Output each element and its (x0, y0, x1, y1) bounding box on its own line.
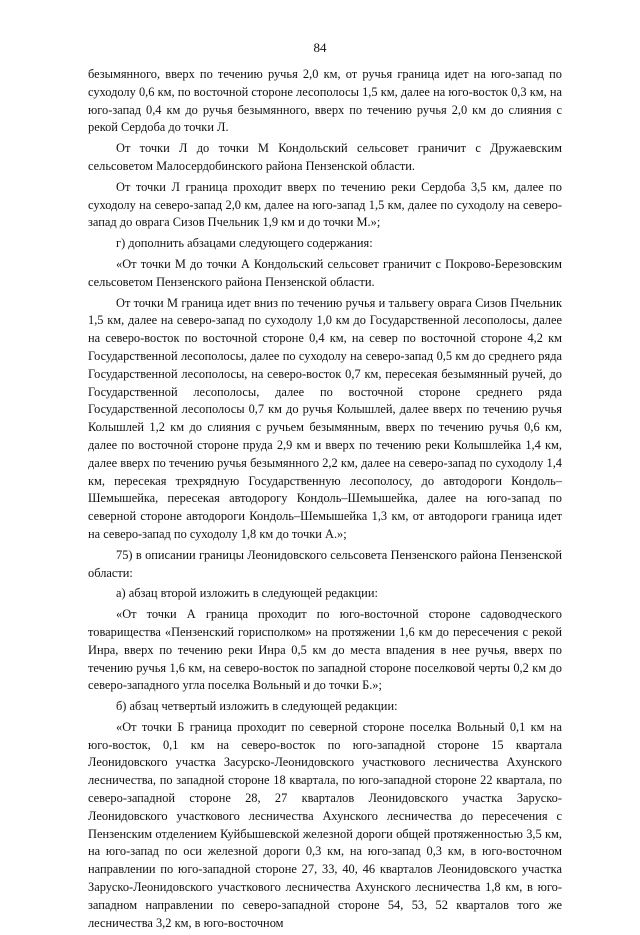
paragraph: От точки Л до точки М Кондольский сельсовет граничит с Дружаевским сельсоветом Малосердобинского района Пензенской области. (88, 141, 562, 173)
page-number: 84 (313, 40, 327, 55)
paragraph: От точки М граница идет вниз по течению ручья и тальвегу оврага Сизов Пчельник 1,5 км, далее на северо-запад по суходолу 1,0 км до Государственной лесополосы, далее на северо-восток по восточной стороне 0,4 км, на север по восточной стороне 4,2 км Государственной лесополосы, далее по суходолу на северо-запад 0,5 км до среднего ряда Государственной лесополосы, на северо-восток 0,7 км, пересекая безымянный ручей, до Государственной лесополосы, далее по восточной стороне среднего ряда Государственной лесополосы 0,7 км до ручья Колышлей, далее вверх по течению ручья Колышлей 1,2 км до слияния с ручьем безымянным, вверх по течению ручья 0,6 км, далее по восточной стороне пруда 2,9 км и вверх по течению реки Колышлейка 1,4 км, далее вверх по течению ручья безымянного 2,2 км, далее на северо-запад по суходолу 1,4 км, пересекая трехрядную Государственную лесополосу, до автодороги Кондоль–Шемышейка, пересекая автодорогу Кондоль–Шемышейка, далее на юго-запад по северной стороне автодороги Кондоль–Шемышейка 1,3 км, от автодороги граница идет на северо-запад по суходолу 1,8 км до точки А.»; (88, 295, 562, 541)
paragraph-item-75: 75) в описании границы Леонидовского сельсовета Пензенского района Пензенской области: (88, 547, 562, 580)
paragraph: «От точки М до точки А Кондольский сельсовет граничит с Покрово-Березовским сельсоветом Пензенского района Пензенской области. (88, 256, 562, 289)
paragraph: «От точки Б граница проходит по северной стороне поселка Вольный 0,1 км на юго-восток, 0,1 км на северо-восток по юго-западной стороне 15 квартала Леонидовского участка Засурско-Леонидовского участкового лесничества Ахунского лесничества, по западной стороне 18 квартала, по юго-западной стороне 22 квартала, по северо-западной стороне 28, 27 кварталов Леонидовского участка Заруско-Леонидовского участкового лесничества Ахунского лесничества до пересечения с Пензенским отделением Куйбышевской железной дороги общей протяженностью 3,5 км, на юго-запад по оси железной дороги 0,3 км, на юго-запад 0,3 км, в юго-восточном направлении по юго-западной стороне 27, 33, 40, 46 кварталов Леонидовского участка Заруско-Леонидовского участкового лесничества Ахунского лесничества 1,8 км, в юго-западном направлении по северо-западной стороне 54, 53, 52 кварталов того же лесничества 3,2 км, в юго-восточном (88, 719, 562, 930)
paragraph-item-b: б) абзац четвертый изложить в следующей редакции: (116, 699, 398, 714)
document-body (88, 66, 562, 935)
paragraph-item-g: г) дополнить абзацами следующего содержания: (116, 236, 373, 251)
paragraph-item-a: а) абзац второй изложить в следующей редакции: (116, 586, 378, 601)
paragraph: От точки Л граница проходит вверх по течению реки Сердоба 3,5 км, далее по суходолу на северо-запад 2,0 км, далее на юго-запад 1,5 км, далее по суходолу на северо-запад до оврага Сизов Пчельник 1,9 км и до точки М.»; (88, 179, 562, 230)
paragraph: «От точки А граница проходит по юго-восточной стороне садоводческого товарищества «Пензенский горисполком» на протяжении 1,6 км до пересечения с рекой Инра, вверх по течению реки Инра 0,5 км до места впадения в нее ручья, вверх по течению ручья 1,6 км, на северо-восток по западной стороне поселковой черты 0,2 км до северо-западного угла поселка Вольный и до точки Б.»; (88, 607, 562, 693)
paragraph-continuation: безымянного, вверх по течению ручья 2,0 км, от ручья граница идет на юго-запад по суходолу 0,6 км, по восточной стороне лесополосы 1,5 км, далее на юго-восток 0,3 км, на юго-запад 0,4 км до ручья безымянного, вверх по течению ручья 2,0 км до слияния с рекой Сердоба до точки Л. (88, 67, 562, 135)
